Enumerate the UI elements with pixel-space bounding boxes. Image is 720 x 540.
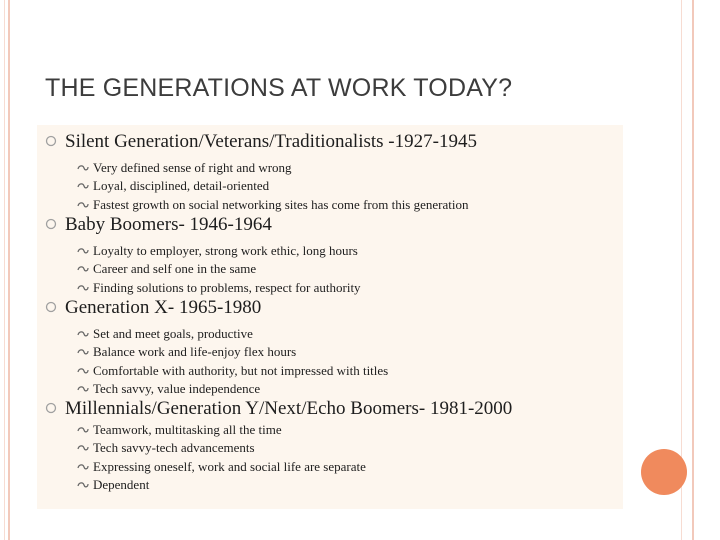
list-item: Tech savvy-tech advancements — [93, 440, 255, 455]
list-item: Loyal, disciplined, detail-oriented — [93, 178, 270, 193]
swirl-bullet-icon — [77, 246, 89, 256]
list-item: Fastest growth on social networking sites has come from this generation — [93, 197, 469, 212]
swirl-bullet-icon — [77, 163, 89, 173]
list-item: Very defined sense of right and wrong — [93, 160, 292, 175]
circle-bullet-icon — [45, 135, 57, 147]
list-item: Comfortable with authority, but not impressed with titles — [93, 363, 389, 378]
swirl-bullet-icon — [77, 181, 89, 191]
generation-heading: Silent Generation/Veterans/Traditionalists -1927-1945 — [65, 131, 477, 152]
list-item: Expressing oneself, work and social life are separate — [93, 459, 366, 474]
swirl-bullet-icon — [77, 264, 89, 274]
swirl-bullet-icon — [77, 443, 89, 453]
swirl-bullet-icon — [77, 366, 89, 376]
generation-heading: Millennials/Generation Y/Next/Echo Boomers- 1981-2000 — [65, 398, 513, 419]
generation-heading: Baby Boomers- 1946-1964 — [65, 214, 272, 235]
list-item: Career and self one in the same — [93, 261, 257, 276]
swirl-bullet-icon — [77, 384, 89, 394]
swirl-bullet-icon — [77, 347, 89, 357]
list-item: Teamwork, multitasking all the time — [93, 422, 282, 437]
list-item: Tech savvy, value independence — [93, 381, 261, 396]
generation-heading: Generation X- 1965-1980 — [65, 297, 262, 318]
list-item: Balance work and life-enjoy flex hours — [93, 344, 297, 359]
circle-bullet-icon — [45, 218, 57, 230]
circle-bullet-icon — [45, 402, 57, 414]
swirl-bullet-icon — [77, 283, 89, 293]
swirl-bullet-icon — [77, 200, 89, 210]
swirl-bullet-icon — [77, 480, 89, 490]
decorative-circle — [641, 449, 687, 495]
list-item: Finding solutions to problems, respect for authority — [93, 280, 361, 295]
swirl-bullet-icon — [77, 462, 89, 472]
swirl-bullet-icon — [77, 425, 89, 435]
list-item: Dependent — [93, 477, 150, 492]
list-item: Loyalty to employer, strong work ethic, long hours — [93, 243, 358, 258]
content-panel — [37, 125, 623, 509]
slide-title: THE GENERATIONS AT WORK TODAY? — [45, 74, 513, 102]
circle-bullet-icon — [45, 301, 57, 313]
list-item: Set and meet goals, productive — [93, 326, 253, 341]
swirl-bullet-icon — [77, 329, 89, 339]
